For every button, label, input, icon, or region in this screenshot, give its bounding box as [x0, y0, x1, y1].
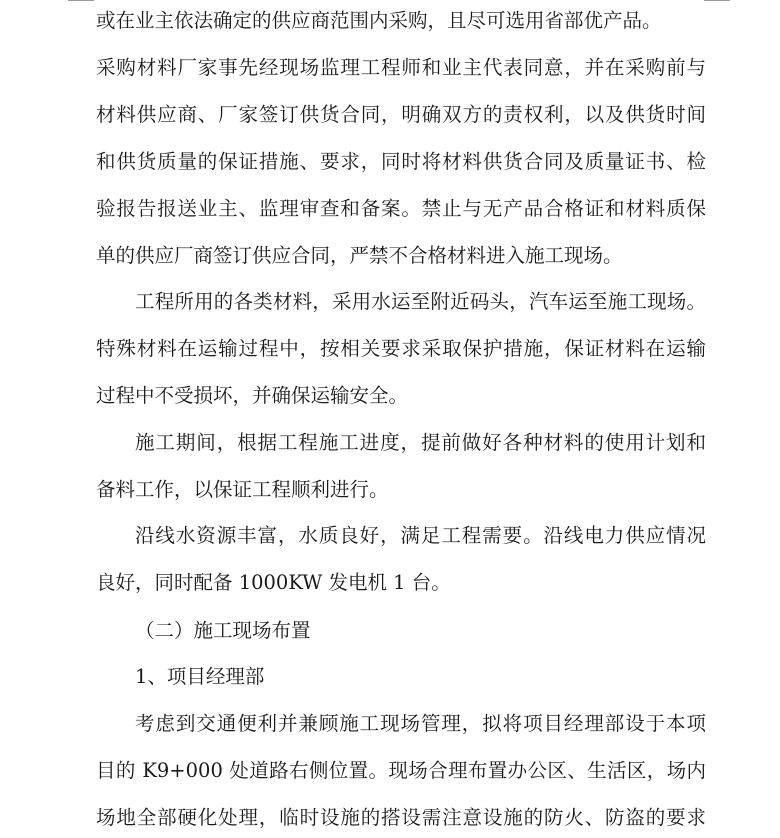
section-heading: （二）施工现场布置 [135, 619, 311, 642]
text-line: 考虑到交通便利并兼顾施工现场管理，拟将项目经理部设于本项 [135, 712, 706, 735]
text-line: 备料工作，以保证工程顺利进行。 [96, 478, 389, 501]
text-line: 目的 K9+000 处道路右侧位置。现场合理布置办公区、生活区，场内 [96, 759, 706, 782]
right-margin-mark [704, 0, 730, 1]
text-line: 场地全部硬化处理，临时设施的搭设需注意设施的防火、防盗的要求 [96, 806, 706, 829]
text-line: 特殊材料在运输过程中，按相关要求采取保护措施，保证材料在运输 [96, 337, 706, 360]
text-line: 采购材料厂家事先经现场监理工程师和业主代表同意，并在采购前与 [96, 56, 706, 79]
text-line: 过程中不受损坏，并确保运输安全。 [96, 384, 409, 407]
text-line: 工程所用的各类材料，采用水运至附近码头，汽车运至施工现场。 [135, 290, 706, 313]
text-line: 或在业主依法确定的供应商范围内采购，且尽可选用省部优产品。 [96, 9, 662, 32]
text-line: 施工期间，根据工程施工进度，提前做好各种材料的使用计划和 [135, 431, 706, 454]
left-margin-mark [68, 0, 94, 1]
text-line: 良好，同时配备 1000KW 发电机 1 台。 [96, 571, 451, 594]
text-line: 和供货质量的保证措施、要求，同时将材料供货合同及质量证书、检 [96, 150, 706, 173]
subsection-heading: 1、项目经理部 [135, 665, 265, 688]
text-line: 沿线水资源丰富，水质良好，满足工程需要。沿线电力供应情况 [135, 524, 706, 547]
text-line: 材料供应商、厂家签订供货合同，明确双方的责权利，以及供货时间 [96, 103, 706, 126]
text-line: 单的供应厂商签订供应合同，严禁不合格材料进入施工现场。 [96, 244, 623, 267]
text-line: 验报告报送业主、监理审查和备案。禁止与无产品合格证和材料质保 [96, 197, 706, 220]
